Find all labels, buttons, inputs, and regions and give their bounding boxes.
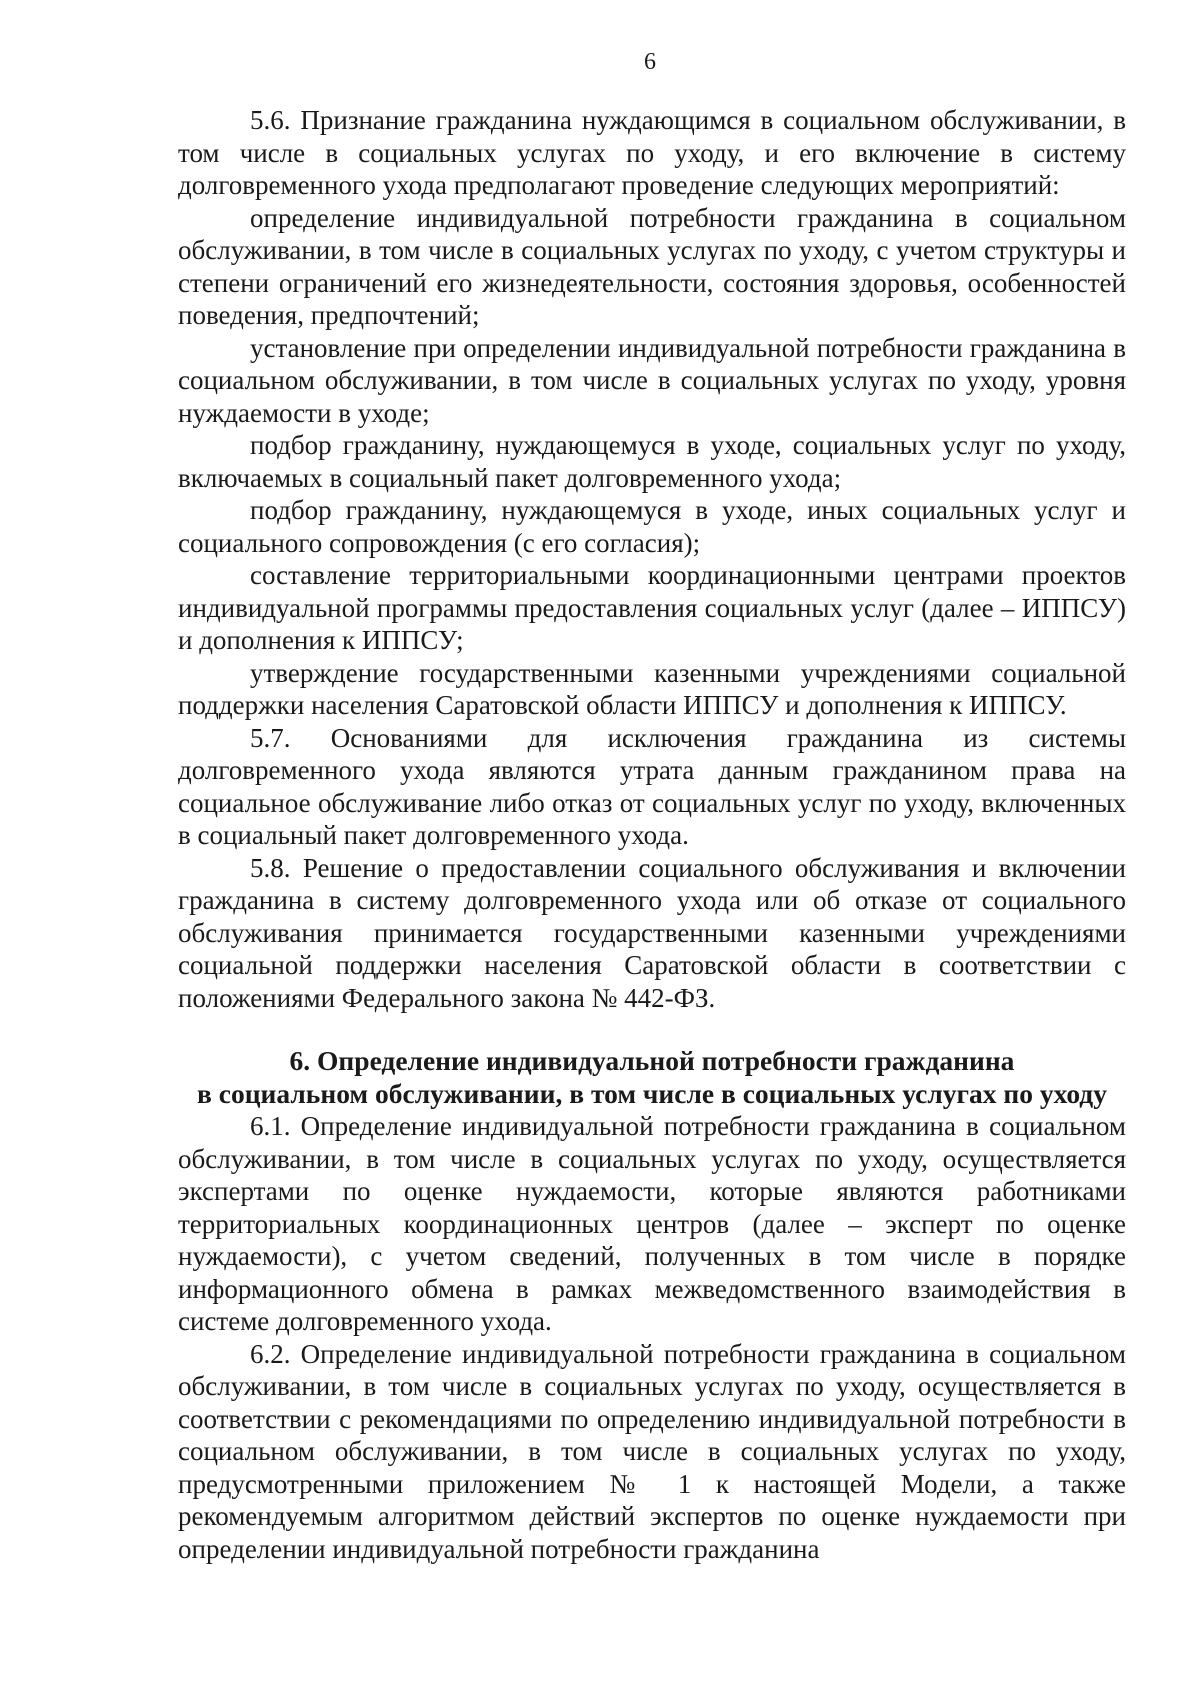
list-item-ippsu-approval: утверждение государственными казенными учреждениями социальной поддержки населения Саратовской области ИППСУ и дополнения к ИППСУ. [178, 657, 1126, 720]
paragraph-5-6: 5.6. Признание гражданина нуждающимся в социальном обслуживании, в том числе в социальных услугах по уходу, и его включение в систему долговременного ухода предполагают проведение следующих мероприятий: [178, 105, 1126, 200]
list-item-care-services: подбор гражданину, нуждающемуся в уходе, социальных услуг по уходу, включаемых в социальный пакет долговременного ухода; [178, 430, 1126, 493]
page-number: 6 [644, 49, 656, 75]
document-body [178, 104, 1126, 1565]
paragraph-6-2: 6.2. Определение индивидуальной потребности гражданина в социальном обслуживании, в том числе в социальных услугах по уходу, осуществляется в соответствии с рекомендациями по определению индивидуальной потребности в социальном обслуживании, в том числе в социальных услугах по уходу, предусмотренными приложением № 1 к настоящей Модели, а также рекомендуемым алгоритмом действий экспертов по оценке нуждаемости при определении индивидуальной потребности гражданина [178, 1338, 1126, 1564]
paragraph-6-1: 6.1. Определение индивидуальной потребности гражданина в социальном обслуживании, в том числе в социальных услугах по уходу, осуществляется экспертами по оценке нуждаемости, которые являются работниками территориальных координационных центров (далее – эксперт по оценке нуждаемости), с учетом сведений, полученных в том числе в порядке информационного обмена в рамках межведомственного взаимодействия в системе долговременного ухода. [178, 1111, 1126, 1336]
list-item-other-services: подбор гражданину, нуждающемуся в уходе, иных социальных услуг и социального сопровождения (с его согласия); [178, 495, 1126, 558]
list-item-needs-assessment: определение индивидуальной потребности гражданина в социальном обслуживании, в том числе в социальных услугах по уходу, с учетом структуры и степени ограничений его жизнедеятельности, состояния здоровья, особенностей поведения, предпочтений; [178, 202, 1126, 330]
paragraph-5-8: 5.8. Решение о предоставлении социального обслуживания и включении гражданина в систему долговременного ухода или об отказе от социального обслуживания принимается государственными казенными учреждениями социальной поддержки населения Саратовской области в соответствии с положениями Федерального закона № 442-ФЗ. [178, 852, 1126, 1013]
paragraph-5-7: 5.7. Основаниями для исключения гражданина из системы долговременного ухода являются утрата данным гражданином права на социальное обслуживание либо отказ от социальных услуг по уходу, включенных в социальный пакет долговременного ухода. [178, 722, 1126, 850]
section-6-heading-line1: 6. Определение индивидуальной потребности гражданина [289, 1045, 1015, 1076]
list-item-care-level: установление при определении индивидуальной потребности гражданина в социальном обслуживании, в том числе в социальных услугах по уходу, уровня нуждаемости в уходе; [178, 332, 1126, 428]
section-6-heading-line2: в социальном обслуживании, в том числе в социальных услугах по уходу [197, 1078, 1107, 1109]
list-item-ippsu-drafting: составление территориальными координационными центрами проектов индивидуальной программы предоставления социальных услуг (далее – ИППСУ) и дополнения к ИППСУ; [178, 560, 1126, 655]
